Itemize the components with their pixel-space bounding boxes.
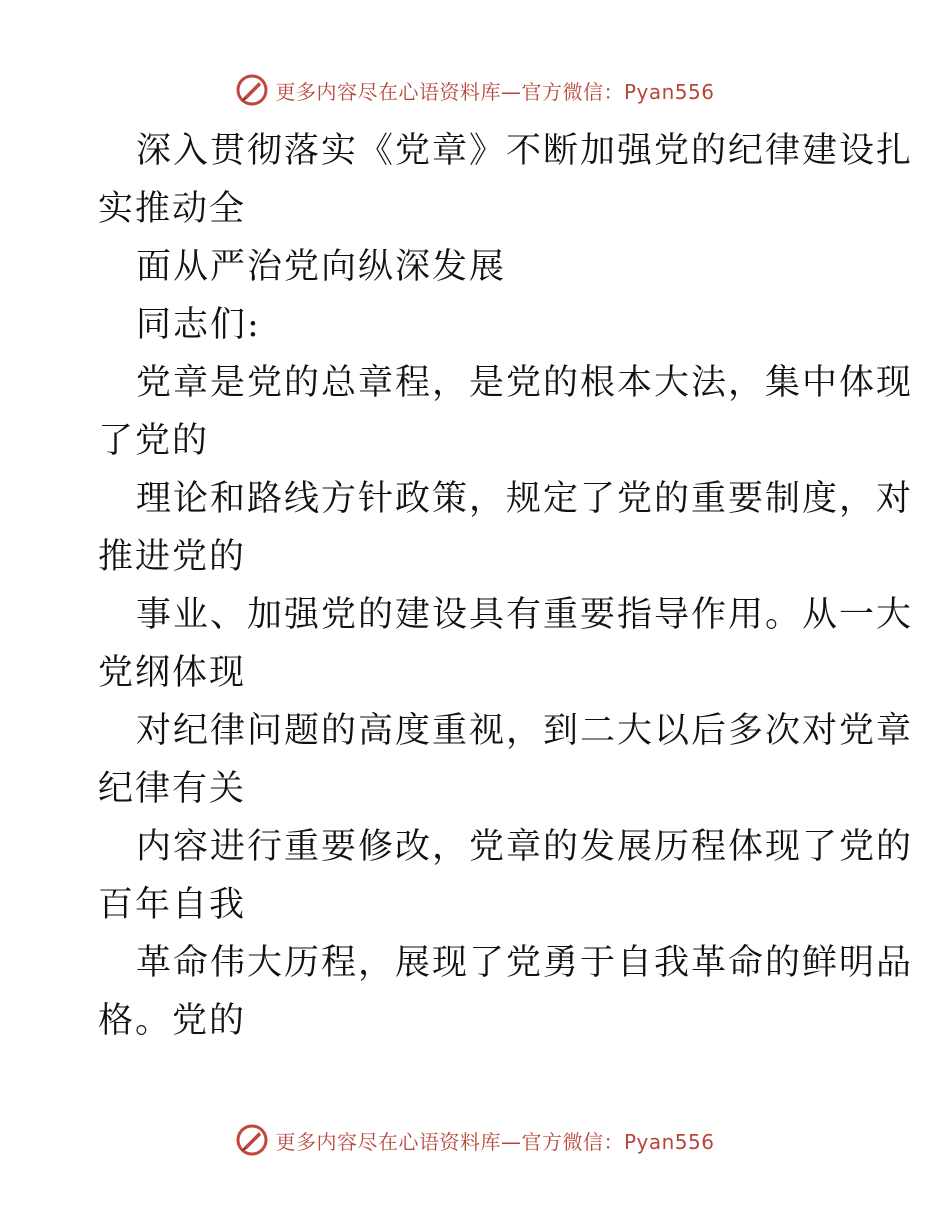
footer-watermark: [0, 1122, 950, 1158]
text-line: 纪律有关: [98, 769, 247, 809]
text-line: 党纲体现: [98, 653, 247, 693]
text-line: 对纪律问题的高度重视，到二大以后多次对党章: [136, 711, 914, 751]
text-line: 党章是党的总章程，是党的根本大法，集中体现: [136, 363, 914, 403]
text-line: 格。党的: [98, 1001, 247, 1041]
text-line: 百年自我: [98, 885, 247, 925]
quill-pen-icon: [235, 73, 269, 107]
text-line: 事业、加强党的建设具有重要指导作用。从一大: [136, 595, 914, 635]
quill-pen-icon: [235, 1123, 269, 1157]
text-line: 理论和路线方针政策，规定了党的重要制度，对: [136, 479, 914, 519]
text-line: 深入贯彻落实《党章》不断加强党的纪律建设扎: [136, 131, 914, 171]
text-line: 同志们:: [136, 305, 261, 345]
text-line: 实推动全: [98, 189, 247, 229]
document-body: [98, 122, 914, 1050]
text-line: 面从严治党向纵深发展: [136, 247, 507, 287]
watermark-text: 更多内容尽在心语资料库—官方微信：Pyan556: [275, 79, 715, 104]
text-line: 内容进行重要修改，党章的发展历程体现了党的: [136, 827, 914, 867]
header-watermark: [0, 72, 950, 108]
watermark-text: 更多内容尽在心语资料库—官方微信：Pyan556: [275, 1129, 715, 1154]
text-line: 推进党的: [98, 537, 247, 577]
text-line: 了党的: [98, 421, 210, 461]
text-line: 革命伟大历程，展现了党勇于自我革命的鲜明品: [136, 943, 914, 983]
